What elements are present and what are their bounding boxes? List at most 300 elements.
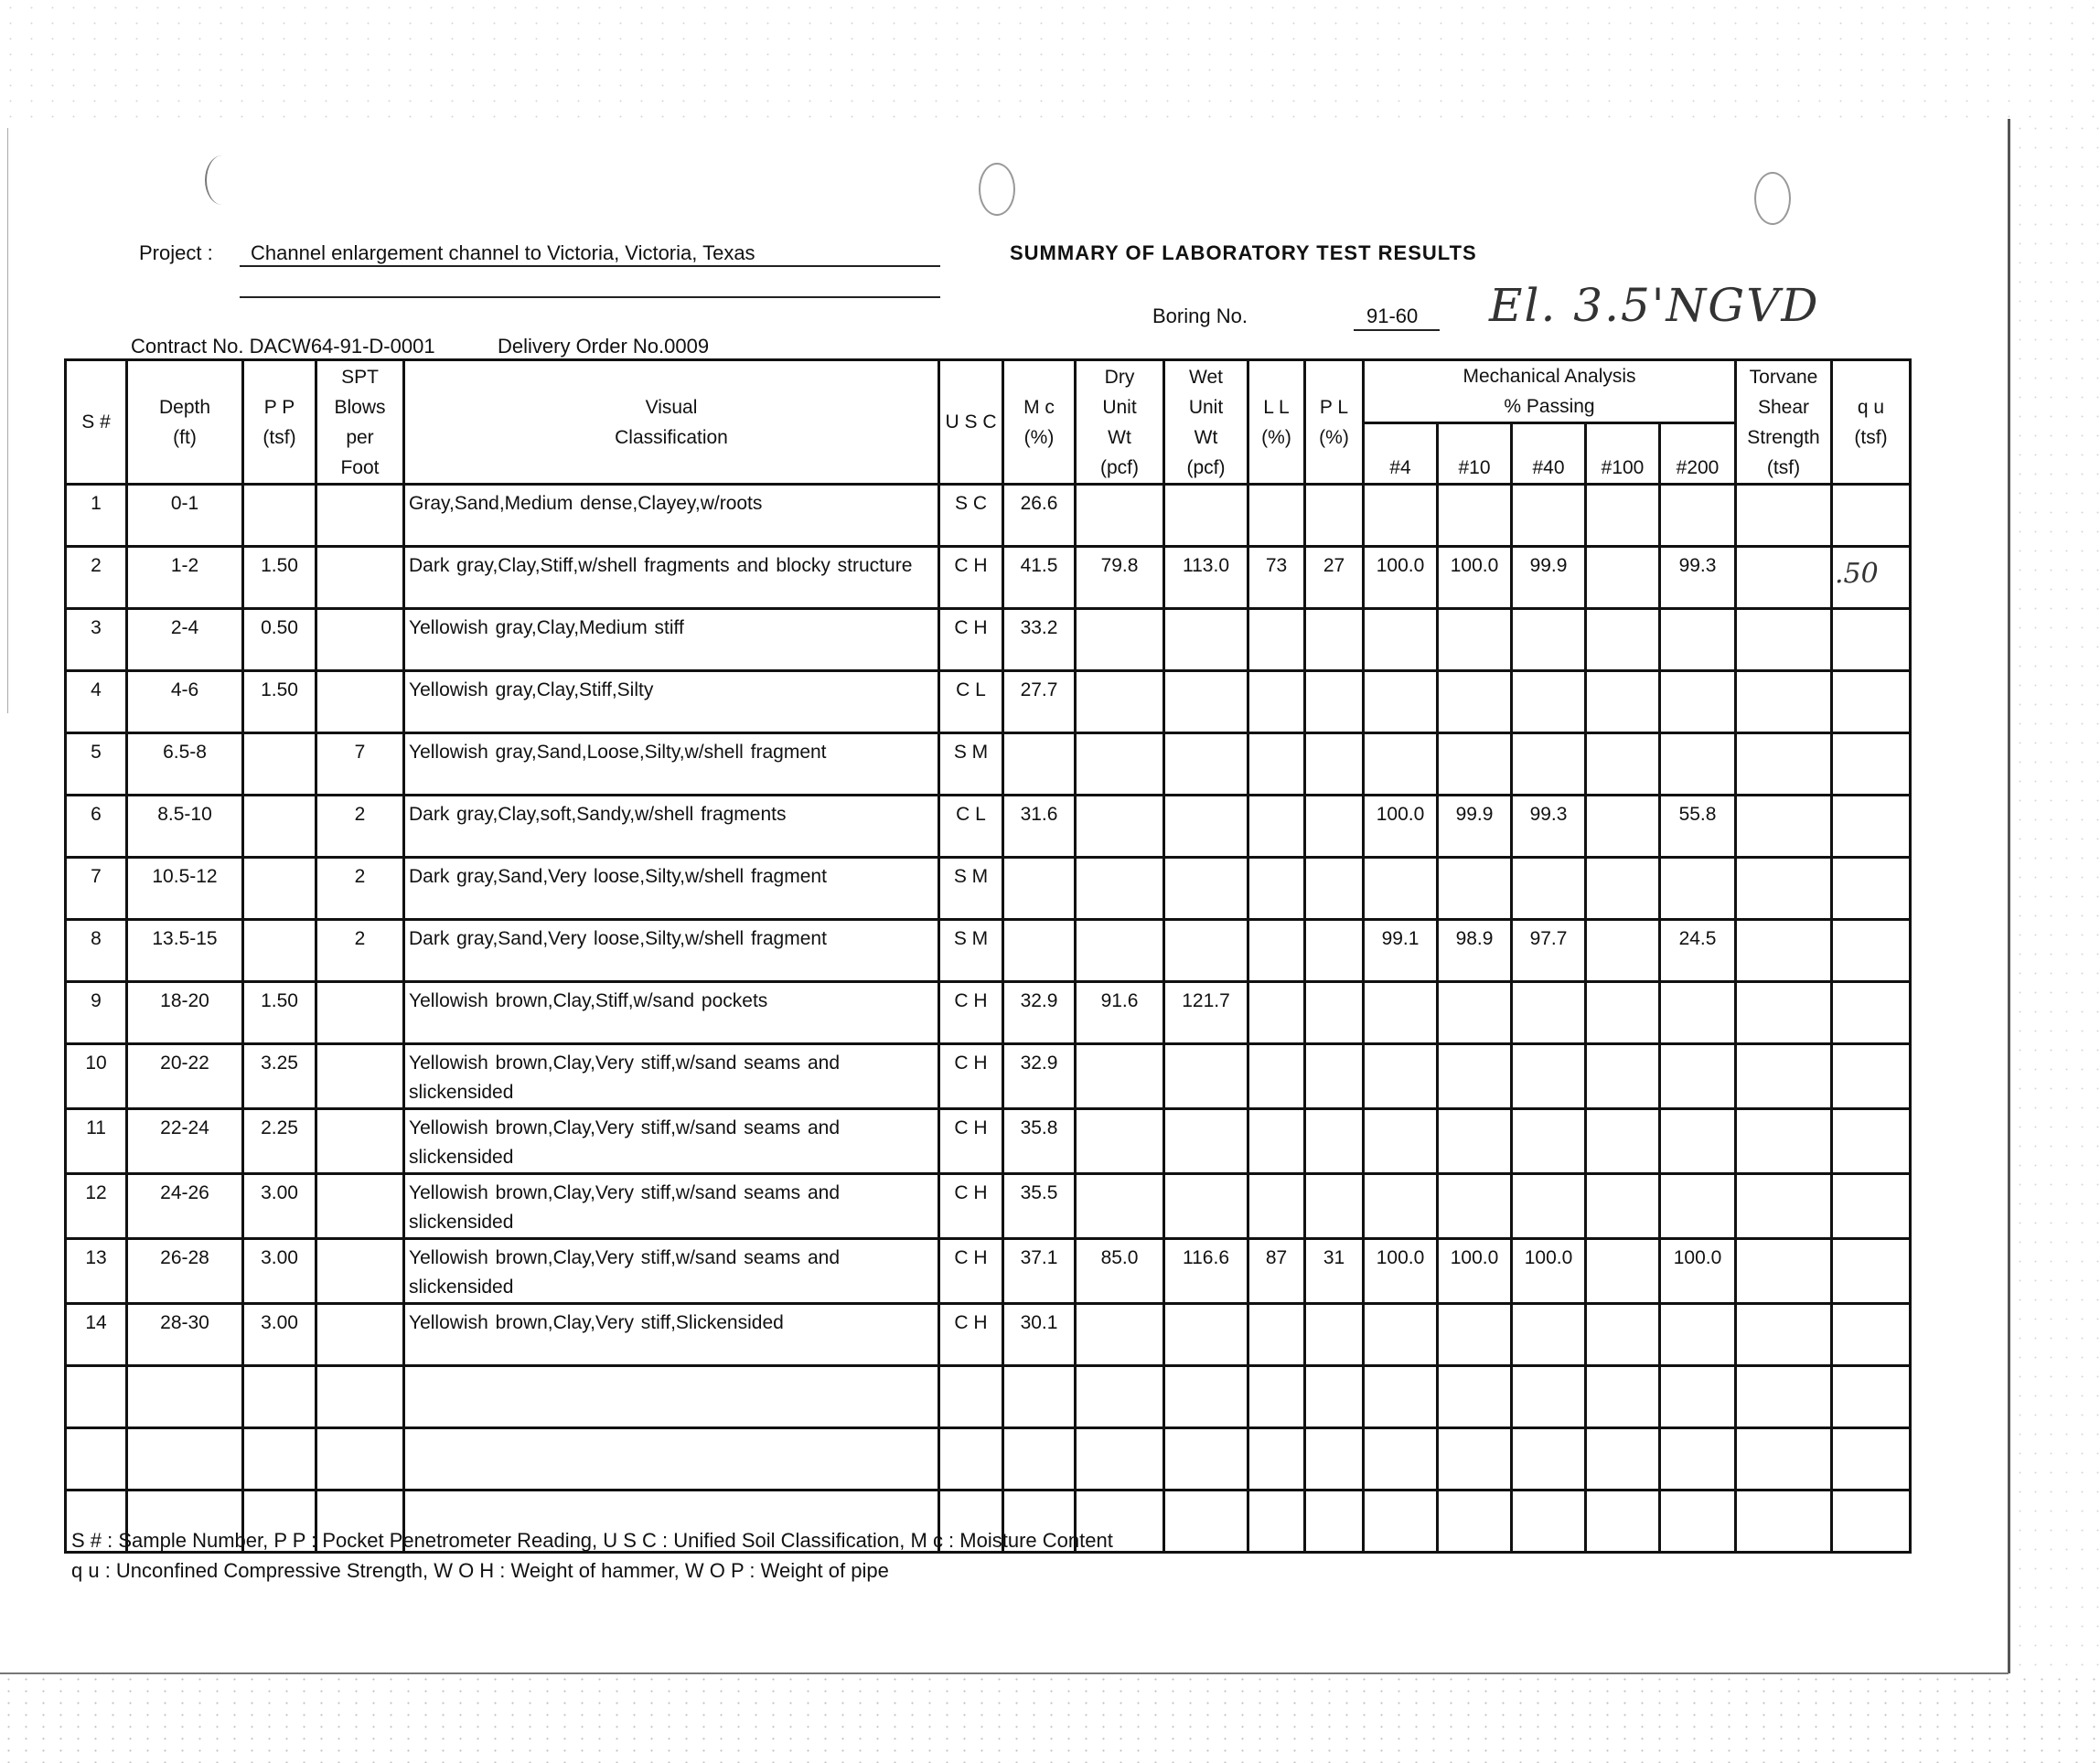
table-cell bbox=[1736, 1109, 1832, 1174]
table-cell bbox=[1586, 1109, 1660, 1174]
table-cell: 3 bbox=[66, 609, 127, 671]
table-cell bbox=[1660, 982, 1736, 1044]
table-cell bbox=[1660, 1491, 1736, 1553]
table-cell bbox=[1076, 858, 1164, 920]
punch-hole-center bbox=[979, 163, 1015, 216]
table-cell: 100.0 bbox=[1364, 547, 1438, 609]
table-cell bbox=[1586, 485, 1660, 547]
table-cell bbox=[1512, 733, 1586, 796]
table-cell bbox=[1305, 920, 1364, 982]
table-cell bbox=[1736, 609, 1832, 671]
table-cell bbox=[1660, 1044, 1736, 1109]
table-cell bbox=[1586, 1304, 1660, 1366]
table-cell bbox=[1736, 982, 1832, 1044]
table-cell: C H bbox=[939, 609, 1003, 671]
table-cell bbox=[1512, 1044, 1586, 1109]
table-cell bbox=[1076, 796, 1164, 858]
classification-cell: Yellowish brown,Clay,Very stiff,w/sand seams and slickensided bbox=[404, 1109, 939, 1174]
table-cell: 37.1 bbox=[1003, 1239, 1076, 1304]
classification-cell bbox=[404, 1428, 939, 1491]
table-cell: 35.5 bbox=[1003, 1174, 1076, 1239]
table-cell bbox=[1364, 609, 1438, 671]
classification-cell: Gray,Sand,Medium dense,Clayey,w/roots bbox=[404, 485, 939, 547]
table-cell: 99.9 bbox=[1512, 547, 1586, 609]
table-cell: 26-28 bbox=[127, 1239, 243, 1304]
col-qu: q u (tsf) bbox=[1832, 360, 1911, 485]
handwritten-elevation: El. 3.5'NGVD bbox=[1489, 279, 1820, 332]
page-edge-left bbox=[7, 128, 8, 713]
table-cell bbox=[1248, 1174, 1305, 1239]
table-cell bbox=[1512, 609, 1586, 671]
table-cell bbox=[316, 1044, 404, 1109]
table-row bbox=[66, 485, 1911, 547]
col-sieve-4: #4 bbox=[1364, 423, 1438, 485]
table-row bbox=[66, 609, 1911, 671]
table-cell: 32.9 bbox=[1003, 1044, 1076, 1109]
table-cell: 12 bbox=[66, 1174, 127, 1239]
punch-hole-left bbox=[205, 155, 240, 205]
table-cell: 26.6 bbox=[1003, 485, 1076, 547]
table-cell bbox=[1248, 1366, 1305, 1428]
boring-underline bbox=[1354, 329, 1440, 331]
table-row bbox=[66, 1428, 1911, 1491]
table-cell bbox=[1512, 1109, 1586, 1174]
table-cell bbox=[1736, 1174, 1832, 1239]
table-row bbox=[66, 1044, 1911, 1109]
footnote-1: S # : Sample Number, P P : Pocket Penetrometer Reading, U S C : Unified Soil Classification, M c : Moisture Content bbox=[71, 1529, 1113, 1552]
table-cell: 121.7 bbox=[1164, 982, 1248, 1044]
table-cell: 24.5 bbox=[1660, 920, 1736, 982]
table-cell bbox=[1364, 1044, 1438, 1109]
table-cell bbox=[1832, 485, 1911, 547]
table-cell bbox=[1305, 671, 1364, 733]
table-cell bbox=[1248, 920, 1305, 982]
table-cell: 3.25 bbox=[243, 1044, 316, 1109]
table-cell bbox=[316, 1428, 404, 1491]
table-cell bbox=[1364, 1304, 1438, 1366]
table-cell bbox=[1512, 485, 1586, 547]
classification-cell: Yellowish brown,Clay,Very stiff,w/sand seams and slickensided bbox=[404, 1174, 939, 1239]
table-cell bbox=[1832, 796, 1911, 858]
table-cell: 100.0 bbox=[1660, 1239, 1736, 1304]
footnote-2: q u : Unconfined Compressive Strength, W O H : Weight of hammer, W O P : Weight of pipe bbox=[71, 1559, 889, 1582]
table-cell bbox=[1832, 733, 1911, 796]
table-cell: 0-1 bbox=[127, 485, 243, 547]
table-cell: 32.9 bbox=[1003, 982, 1076, 1044]
table-cell: 8.5-10 bbox=[127, 796, 243, 858]
table-cell bbox=[243, 1366, 316, 1428]
table-cell: C H bbox=[939, 1109, 1003, 1174]
table-cell bbox=[1248, 1428, 1305, 1491]
table-cell bbox=[1076, 733, 1164, 796]
table-cell: S M bbox=[939, 733, 1003, 796]
table-cell bbox=[1076, 1174, 1164, 1239]
table-cell bbox=[1736, 485, 1832, 547]
table-cell: C L bbox=[939, 796, 1003, 858]
table-cell bbox=[1832, 1044, 1911, 1109]
table-cell bbox=[1003, 733, 1076, 796]
table-cell bbox=[316, 1304, 404, 1366]
table-cell bbox=[1512, 671, 1586, 733]
table-cell bbox=[1248, 858, 1305, 920]
table-cell bbox=[1586, 733, 1660, 796]
table-cell bbox=[1305, 485, 1364, 547]
col-depth: Depth (ft) bbox=[127, 360, 243, 485]
table-cell bbox=[1164, 485, 1248, 547]
table-cell bbox=[1736, 733, 1832, 796]
table-cell: 7 bbox=[66, 858, 127, 920]
table-cell bbox=[316, 982, 404, 1044]
classification-cell: Dark gray,Clay,soft,Sandy,w/shell fragments bbox=[404, 796, 939, 858]
classification-cell: Dark gray,Sand,Very loose,Silty,w/shell fragment bbox=[404, 920, 939, 982]
table-cell bbox=[1248, 733, 1305, 796]
table-cell: 28-30 bbox=[127, 1304, 243, 1366]
table-cell: 116.6 bbox=[1164, 1239, 1248, 1304]
table-row bbox=[66, 796, 1911, 858]
classification-cell: Yellowish gray,Clay,Stiff,Silty bbox=[404, 671, 939, 733]
table-cell: 99.1 bbox=[1364, 920, 1438, 982]
table-cell: C H bbox=[939, 1239, 1003, 1304]
table-cell: 8 bbox=[66, 920, 127, 982]
table-cell: 11 bbox=[66, 1109, 127, 1174]
table-cell: 97.7 bbox=[1512, 920, 1586, 982]
table-cell bbox=[1660, 1304, 1736, 1366]
table-row bbox=[66, 1304, 1911, 1366]
table-cell bbox=[1364, 485, 1438, 547]
handwritten-qu-value: .50 bbox=[1835, 558, 1879, 590]
table-cell: 27.7 bbox=[1003, 671, 1076, 733]
table-cell bbox=[316, 547, 404, 609]
table-row bbox=[66, 1366, 1911, 1428]
boring-label: Boring No. bbox=[1152, 305, 1248, 327]
classification-cell: Yellowish brown,Clay,Very stiff,Slickensided bbox=[404, 1304, 939, 1366]
table-cell bbox=[1438, 671, 1512, 733]
table-cell bbox=[1832, 609, 1911, 671]
table-cell: 30.1 bbox=[1003, 1304, 1076, 1366]
col-sieve-10: #10 bbox=[1438, 423, 1512, 485]
classification-cell: Dark gray,Sand,Very loose,Silty,w/shell fragment bbox=[404, 858, 939, 920]
table-cell bbox=[1164, 609, 1248, 671]
table-cell bbox=[1438, 1491, 1512, 1553]
table-cell bbox=[1438, 982, 1512, 1044]
table-cell bbox=[1248, 796, 1305, 858]
table-cell: C H bbox=[939, 1304, 1003, 1366]
table-cell: C H bbox=[939, 547, 1003, 609]
table-cell: 99.3 bbox=[1512, 796, 1586, 858]
table-cell bbox=[1586, 858, 1660, 920]
table-cell bbox=[1003, 1366, 1076, 1428]
table-cell bbox=[1736, 1304, 1832, 1366]
table-cell: 98.9 bbox=[1438, 920, 1512, 982]
table-cell: 6.5-8 bbox=[127, 733, 243, 796]
table-cell: 3.00 bbox=[243, 1174, 316, 1239]
col-sample-number: S # bbox=[66, 360, 127, 485]
table-cell bbox=[1832, 1109, 1911, 1174]
table-cell bbox=[1832, 1304, 1911, 1366]
table-cell bbox=[1586, 609, 1660, 671]
col-torvane: Torvane Shear Strength (tsf) bbox=[1736, 360, 1832, 485]
table-cell bbox=[316, 609, 404, 671]
table-cell: 4-6 bbox=[127, 671, 243, 733]
table-cell bbox=[1832, 1239, 1911, 1304]
table-cell bbox=[1076, 1044, 1164, 1109]
table-cell bbox=[1305, 1044, 1364, 1109]
table-cell bbox=[1164, 671, 1248, 733]
table-cell bbox=[1660, 1174, 1736, 1239]
classification-cell: Yellowish brown,Clay,Very stiff,w/sand seams and slickensided bbox=[404, 1044, 939, 1109]
table-cell bbox=[1248, 671, 1305, 733]
table-cell bbox=[1586, 1491, 1660, 1553]
table-cell bbox=[1736, 1366, 1832, 1428]
page-edge-bottom bbox=[0, 1672, 2009, 1674]
table-cell: 99.9 bbox=[1438, 796, 1512, 858]
table-cell bbox=[1164, 1428, 1248, 1491]
table-cell: 100.0 bbox=[1364, 796, 1438, 858]
table-cell bbox=[939, 1428, 1003, 1491]
table-cell: 1.50 bbox=[243, 547, 316, 609]
table-row bbox=[66, 1174, 1911, 1239]
table-cell bbox=[1003, 920, 1076, 982]
table-cell bbox=[1438, 1109, 1512, 1174]
table-cell bbox=[243, 858, 316, 920]
table-cell bbox=[1248, 485, 1305, 547]
table-cell bbox=[66, 1428, 127, 1491]
table-cell bbox=[1586, 671, 1660, 733]
table-cell: 24-26 bbox=[127, 1174, 243, 1239]
classification-cell: Dark gray,Clay,Stiff,w/shell fragments and blocky structure bbox=[404, 547, 939, 609]
table-cell bbox=[1364, 1428, 1438, 1491]
table-cell bbox=[1512, 982, 1586, 1044]
col-sieve-200: #200 bbox=[1660, 423, 1736, 485]
classification-cell: Yellowish brown,Clay,Very stiff,w/sand seams and slickensided bbox=[404, 1239, 939, 1304]
table-cell bbox=[1660, 609, 1736, 671]
table-cell: 73 bbox=[1248, 547, 1305, 609]
table-cell: 100.0 bbox=[1438, 1239, 1512, 1304]
table-cell bbox=[1076, 1428, 1164, 1491]
table-cell: 7 bbox=[316, 733, 404, 796]
boring-value: 91-60 bbox=[1366, 305, 1419, 327]
col-wet-unit-wt: Wet Unit Wt (pcf) bbox=[1164, 360, 1248, 485]
table-cell bbox=[1586, 547, 1660, 609]
table-cell bbox=[1305, 1174, 1364, 1239]
col-usc: U S C bbox=[939, 360, 1003, 485]
table-cell bbox=[1586, 920, 1660, 982]
table-cell bbox=[1248, 1044, 1305, 1109]
table-cell bbox=[1164, 920, 1248, 982]
table-cell: S M bbox=[939, 920, 1003, 982]
col-dry-unit-wt: Dry Unit Wt (pcf) bbox=[1076, 360, 1164, 485]
table-cell bbox=[66, 1366, 127, 1428]
table-cell bbox=[1512, 1491, 1586, 1553]
table-cell bbox=[1305, 733, 1364, 796]
table-cell bbox=[316, 485, 404, 547]
table-cell bbox=[1660, 671, 1736, 733]
table-cell: 33.2 bbox=[1003, 609, 1076, 671]
table-cell bbox=[1438, 609, 1512, 671]
table-cell bbox=[1003, 858, 1076, 920]
table-cell bbox=[1660, 1366, 1736, 1428]
table-cell bbox=[1832, 982, 1911, 1044]
table-cell: 55.8 bbox=[1660, 796, 1736, 858]
table-cell bbox=[127, 1366, 243, 1428]
col-sieve-100: #100 bbox=[1586, 423, 1660, 485]
table-cell bbox=[1512, 1174, 1586, 1239]
table-cell bbox=[1248, 609, 1305, 671]
table-cell: 6 bbox=[66, 796, 127, 858]
table-cell bbox=[1438, 485, 1512, 547]
table-cell: 4 bbox=[66, 671, 127, 733]
table-cell bbox=[1832, 1174, 1911, 1239]
lab-table-body bbox=[66, 485, 1911, 1553]
table-cell bbox=[1076, 609, 1164, 671]
table-row bbox=[66, 671, 1911, 733]
scan-speckle-bottom bbox=[0, 1673, 2100, 1763]
table-cell bbox=[1438, 1174, 1512, 1239]
table-cell bbox=[1832, 671, 1911, 733]
table-cell bbox=[1164, 1044, 1248, 1109]
table-cell: 1-2 bbox=[127, 547, 243, 609]
table-cell bbox=[243, 485, 316, 547]
table-cell: 0.50 bbox=[243, 609, 316, 671]
table-cell: 113.0 bbox=[1164, 547, 1248, 609]
table-cell bbox=[1305, 1304, 1364, 1366]
table-cell bbox=[1660, 733, 1736, 796]
table-cell bbox=[1076, 485, 1164, 547]
table-cell bbox=[1660, 858, 1736, 920]
table-cell bbox=[243, 733, 316, 796]
table-cell: 5 bbox=[66, 733, 127, 796]
lab-results-table bbox=[64, 358, 1912, 1554]
table-cell: 13.5-15 bbox=[127, 920, 243, 982]
col-moisture: M c (%) bbox=[1003, 360, 1076, 485]
table-cell bbox=[316, 671, 404, 733]
table-cell bbox=[1364, 1174, 1438, 1239]
table-cell: 31.6 bbox=[1003, 796, 1076, 858]
table-cell bbox=[1438, 733, 1512, 796]
table-cell: 1.50 bbox=[243, 982, 316, 1044]
col-plastic-limit: P L (%) bbox=[1305, 360, 1364, 485]
table-cell: 41.5 bbox=[1003, 547, 1076, 609]
table-cell bbox=[1832, 1366, 1911, 1428]
classification-cell: Yellowish brown,Clay,Stiff,w/sand pockets bbox=[404, 982, 939, 1044]
classification-cell: Yellowish gray,Sand,Loose,Silty,w/shell fragment bbox=[404, 733, 939, 796]
table-cell bbox=[1660, 485, 1736, 547]
table-cell bbox=[316, 1174, 404, 1239]
table-cell bbox=[1164, 1304, 1248, 1366]
table-cell: 3.00 bbox=[243, 1239, 316, 1304]
table-cell: C H bbox=[939, 1044, 1003, 1109]
scan-speckle-top bbox=[0, 0, 2100, 119]
contract-number: Contract No. DACW64-91-D-0001 bbox=[131, 335, 435, 358]
project-underline-2 bbox=[240, 296, 940, 298]
table-cell bbox=[1438, 858, 1512, 920]
table-row bbox=[66, 547, 1911, 609]
table-cell bbox=[1736, 1239, 1832, 1304]
col-visual-classification: Visual Classification bbox=[404, 360, 939, 485]
table-cell bbox=[1305, 609, 1364, 671]
table-cell bbox=[1736, 920, 1832, 982]
table-cell: 87 bbox=[1248, 1239, 1305, 1304]
col-pp: P P (tsf) bbox=[243, 360, 316, 485]
table-cell bbox=[1305, 1491, 1364, 1553]
table-cell: C H bbox=[939, 1174, 1003, 1239]
table-cell: 99.3 bbox=[1660, 547, 1736, 609]
table-cell bbox=[1736, 671, 1832, 733]
table-cell bbox=[1076, 1109, 1164, 1174]
table-row bbox=[66, 1239, 1911, 1304]
table-cell bbox=[1164, 1174, 1248, 1239]
table-cell: C L bbox=[939, 671, 1003, 733]
table-cell bbox=[1586, 1044, 1660, 1109]
table-cell: 2.25 bbox=[243, 1109, 316, 1174]
table-cell bbox=[1364, 1109, 1438, 1174]
page-title: SUMMARY OF LABORATORY TEST RESULTS bbox=[1010, 241, 1477, 264]
table-cell: 18-20 bbox=[127, 982, 243, 1044]
col-spt: SPT Blows per Foot bbox=[316, 360, 404, 485]
table-cell: 3.00 bbox=[243, 1304, 316, 1366]
table-cell: 10.5-12 bbox=[127, 858, 243, 920]
table-cell: 27 bbox=[1305, 547, 1364, 609]
table-cell bbox=[1586, 1366, 1660, 1428]
table-row bbox=[66, 920, 1911, 982]
table-cell: C H bbox=[939, 982, 1003, 1044]
table-cell bbox=[1438, 1304, 1512, 1366]
table-cell bbox=[1512, 1304, 1586, 1366]
table-cell: 10 bbox=[66, 1044, 127, 1109]
table-cell bbox=[1248, 982, 1305, 1044]
table-cell bbox=[1660, 1109, 1736, 1174]
classification-cell: Yellowish gray,Clay,Medium stiff bbox=[404, 609, 939, 671]
col-liquid-limit: L L (%) bbox=[1248, 360, 1305, 485]
table-cell bbox=[1438, 1428, 1512, 1491]
table-cell bbox=[1076, 1366, 1164, 1428]
table-cell bbox=[1736, 796, 1832, 858]
table-cell bbox=[1305, 858, 1364, 920]
table-cell bbox=[316, 1109, 404, 1174]
table-cell bbox=[1660, 1428, 1736, 1491]
table-cell bbox=[939, 1366, 1003, 1428]
table-cell bbox=[127, 1428, 243, 1491]
table-cell: 2 bbox=[316, 796, 404, 858]
table-cell bbox=[1512, 858, 1586, 920]
table-cell bbox=[1586, 1428, 1660, 1491]
table-cell: 14 bbox=[66, 1304, 127, 1366]
table-cell: 13 bbox=[66, 1239, 127, 1304]
table-cell bbox=[1736, 1428, 1832, 1491]
table-cell: 100.0 bbox=[1512, 1239, 1586, 1304]
table-row bbox=[66, 733, 1911, 796]
table-cell bbox=[1438, 1044, 1512, 1109]
table-cell bbox=[1736, 1044, 1832, 1109]
table-cell bbox=[1164, 733, 1248, 796]
table-cell bbox=[1512, 1366, 1586, 1428]
table-cell bbox=[243, 1428, 316, 1491]
punch-hole-right bbox=[1754, 172, 1791, 225]
table-cell: 79.8 bbox=[1076, 547, 1164, 609]
table-cell bbox=[1364, 858, 1438, 920]
table-cell bbox=[1076, 920, 1164, 982]
table-cell bbox=[1248, 1109, 1305, 1174]
table-cell bbox=[1164, 796, 1248, 858]
project-label: Project : bbox=[139, 241, 213, 264]
table-cell: 1 bbox=[66, 485, 127, 547]
table-cell bbox=[1305, 796, 1364, 858]
table-cell bbox=[243, 796, 316, 858]
table-cell bbox=[1305, 1428, 1364, 1491]
table-cell bbox=[1003, 1428, 1076, 1491]
table-cell: 91.6 bbox=[1076, 982, 1164, 1044]
table-cell bbox=[1164, 1491, 1248, 1553]
